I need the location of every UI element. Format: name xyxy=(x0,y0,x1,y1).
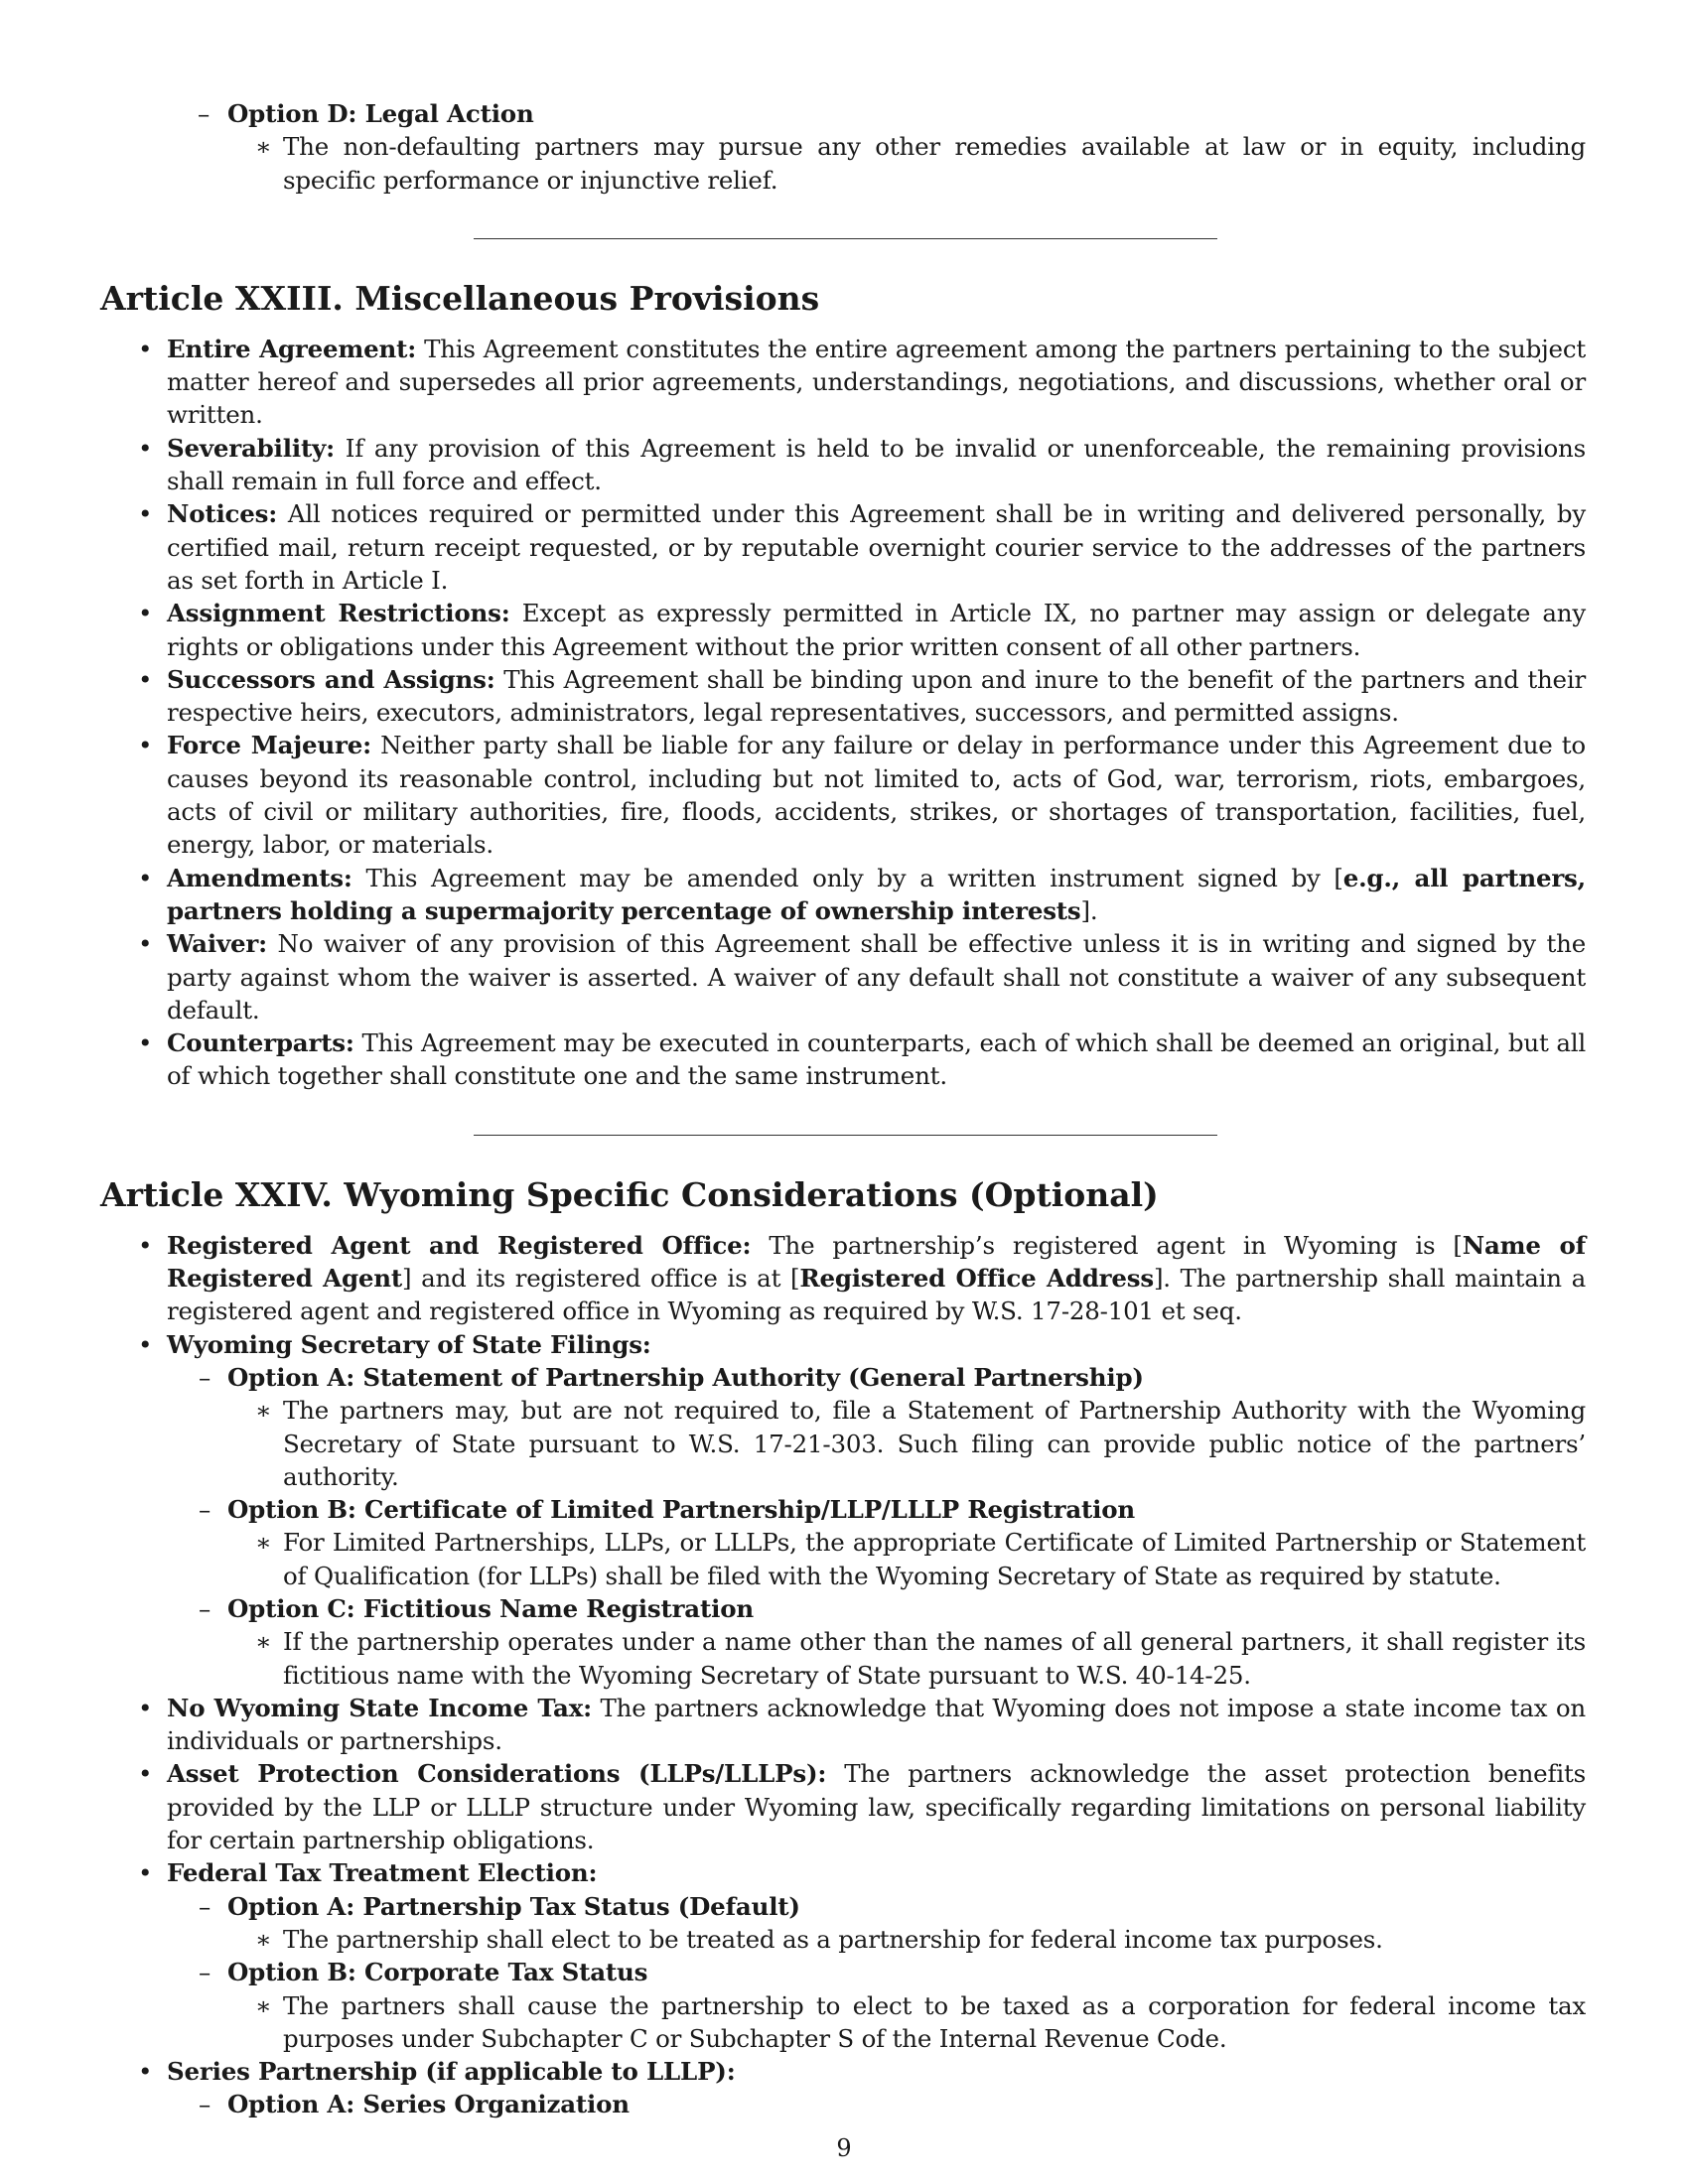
filing-option-a-text: ∗ The partners may, but are not required to, file a Statement of Partnership Authority with the Wyoming Secretary of State pursuant to W.S. 17-21-303. Such filing can provide public notice of the partners’ authority. xyxy=(227,1394,1586,1493)
tax-option-a-sublist xyxy=(227,1923,1586,1956)
option-d-item xyxy=(100,97,1586,197)
list-item: • Successors and Assigns: This Agreement shall be binding upon and inure to the benefit of the partners and their respective heirs, executors, administrators, legal representatives, successors, and permitted assigns. xyxy=(100,663,1586,730)
article-24-heading: Article XXIV. Wyoming Specific Considerations (Optional) xyxy=(100,1174,1159,1214)
asset-protection-item: • Asset Protection Considerations (LLPs/LLLPs): The partners acknowledge the asset protection benefits provided by the LLP or LLLP structure under Wyoming law, specifically regarding limitations on personal liability for certain partnership obligations. xyxy=(100,1757,1586,1856)
page-number: 9 xyxy=(836,2134,852,2162)
tax-option-a-text: ∗ The partnership shall elect to be treated as a partnership for federal income tax purposes. xyxy=(227,1923,1586,1956)
series-option-a: – Option A: Series Organization xyxy=(167,2088,1586,2120)
article-24-list xyxy=(100,1229,1586,2121)
page-content xyxy=(100,97,1586,2121)
tax-option-b: – Option B: Corporate Tax Status ∗ The partners shall cause the partnership to elect to be taxed as a corporation for federal income tax purposes under Subchapter C or Subchapter S of the Internal Revenue Code. xyxy=(167,1956,1586,2055)
tax-option-b-sublist xyxy=(227,1989,1586,2056)
federal-tax-options xyxy=(167,1890,1586,2055)
list-item: • Severability: If any provision of this Agreement is held to be invalid or unenforceable, the remaining provisions shall remain in full force and effect. xyxy=(100,432,1586,498)
option-d-text: ∗ The non-defaulting partners may pursue any other remedies available at law or in equity, including specific performance or injunctive relief. xyxy=(227,130,1586,197)
amendments-item: • Amendments: This Agreement may be amended only by a written instrument signed by [e.g., all partners, partners holding a supermajority percentage of ownership interests]. xyxy=(100,862,1586,928)
income-tax-item: • No Wyoming State Income Tax: The partners acknowledge that Wyoming does not impose a state income tax on individuals or partnerships. xyxy=(100,1692,1586,1758)
filing-option-c-text: ∗ If the partnership operates under a name other than the names of all general partners, it shall register its fictitious name with the Wyoming Secretary of State pursuant to W.S. 40-14-25. xyxy=(227,1625,1586,1692)
filings-options xyxy=(167,1361,1586,1692)
section-divider-2 xyxy=(474,1135,1217,1136)
filings-item: • Wyoming Secretary of State Filings: – Option A: Statement of Partnership Authority (General Partnership) ∗ The partners may, but are not required to, file a Statement of Partnership Authority with the Wyoming Secretary of State pursuant to W.S. 17-21-303. Such filing can provide public notice of the partners’ authority. – Option B: Certificate of Limited Partnership/LLP/LLLP Registration ∗ For Limited Partnerships, LLPs, or LLLPs, the appropriate Certificate of Limited Partnership or Statement of Qualification (for LLPs) shall be filed with the Wyoming Secretary of State as required by statute. – Option C: Fictitious Name Registration ∗ If the partnership operates under a name other than the names of all general partners, it shall register its fictitious name with the Wyoming Secretary of State pursuant to W.S. 40-14-25. xyxy=(100,1328,1586,1692)
filing-option-c: – Option C: Fictitious Name Registration ∗ If the partnership operates under a name other than the names of all general partners, it shall register its fictitious name with the Wyoming Secretary of State pursuant to W.S. 40-14-25. xyxy=(167,1592,1586,1692)
tax-option-a: – Option A: Partnership Tax Status (Default) ∗ The partnership shall elect to be treated as a partnership for federal income tax purposes. xyxy=(167,1890,1586,1957)
list-item: • Counterparts: This Agreement may be executed in counterparts, each of which shall be deemed an original, but all of which together shall constitute one and the same instrument. xyxy=(100,1026,1586,1093)
article-23-list xyxy=(100,333,1586,1093)
option-d-list xyxy=(100,97,1586,197)
list-item: • Force Majeure: Neither party shall be liable for any failure or delay in performance under this Agreement due to causes beyond its reasonable control, including but not limited to, acts of God, war, terrorism, riots, embargoes, acts of civil or military authorities, fire, floods, accidents, strikes, or shortages of transportation, facilities, fuel, energy, labor, or materials. xyxy=(100,729,1586,861)
filing-option-c-sublist xyxy=(227,1625,1586,1692)
filing-option-a-sublist xyxy=(227,1394,1586,1493)
option-d-sublist xyxy=(227,130,1586,197)
article-23-heading: Article XXIII. Miscellaneous Provisions xyxy=(100,278,820,318)
filing-option-a: – Option A: Statement of Partnership Authority (General Partnership) ∗ The partners may, but are not required to, file a Statement of Partnership Authority with the Wyoming Secretary of State pursuant to W.S. 17-21-303. Such filing can provide public notice of the partners’ authority. xyxy=(167,1361,1586,1493)
list-item: • Notices: All notices required or permitted under this Agreement shall be in writing and delivered personally, by certified mail, return receipt requested, or by reputable overnight courier service to the addresses of the partners as set forth in Article I. xyxy=(100,497,1586,597)
tax-option-b-text: ∗ The partners shall cause the partnership to elect to be taxed as a corporation for federal income tax purposes under Subchapter C or Subchapter S of the Internal Revenue Code. xyxy=(227,1989,1586,2056)
section-divider-1 xyxy=(474,238,1217,239)
filing-option-b-text: ∗ For Limited Partnerships, LLPs, or LLLPs, the appropriate Certificate of Limited Partnership or Statement of Qualification (for LLPs) shall be filed with the Wyoming Secretary of State as required by statute. xyxy=(227,1526,1586,1592)
series-options xyxy=(167,2088,1586,2120)
list-item: • Waiver: No waiver of any provision of this Agreement shall be effective unless it is in writing and signed by the party against whom the waiver is asserted. A waiver of any default shall not constitute a waiver of any subsequent default. xyxy=(100,927,1586,1026)
option-d-title: Option D: Legal Action xyxy=(227,99,534,128)
series-item: • Series Partnership (if applicable to LLLP): – Option A: Series Organization xyxy=(100,2055,1586,2121)
federal-tax-item: • Federal Tax Treatment Election: – Option A: Partnership Tax Status (Default) ∗ The partnership shall elect to be treated as a partnership for federal income tax purposes. – Option B: Corporate Tax Status ∗ The partners shall cause the partnership to elect to be taxed as a corporation for federal income tax purposes under Subchapter C or Subchapter S of the Internal Revenue Code. xyxy=(100,1856,1586,2055)
filing-option-b: – Option B: Certificate of Limited Partnership/LLP/LLLP Registration ∗ For Limited Partnerships, LLPs, or LLLPs, the appropriate Certificate of Limited Partnership or Statement of Qualification (for LLPs) shall be filed with the Wyoming Secretary of State as required by statute. xyxy=(167,1493,1586,1592)
list-item: • Entire Agreement: This Agreement constitutes the entire agreement among the partners pertaining to the subject matter hereof and supersedes all prior agreements, understandings, negotiations, and discussions, whether oral or written. xyxy=(100,333,1586,432)
filing-option-b-sublist xyxy=(227,1526,1586,1592)
registered-agent-item: • Registered Agent and Registered Office: The partnership’s registered agent in Wyoming is [Name of Registered Agent] and its registered office is at [Registered Office Address]. The partnership shall maintain a registered agent and registered office in Wyoming as required by W.S. 17-28-101 et seq. xyxy=(100,1229,1586,1328)
list-item: • Assignment Restrictions: Except as expressly permitted in Article IX, no partner may assign or delegate any rights or obligations under this Agreement without the prior written consent of all other partners. xyxy=(100,597,1586,663)
